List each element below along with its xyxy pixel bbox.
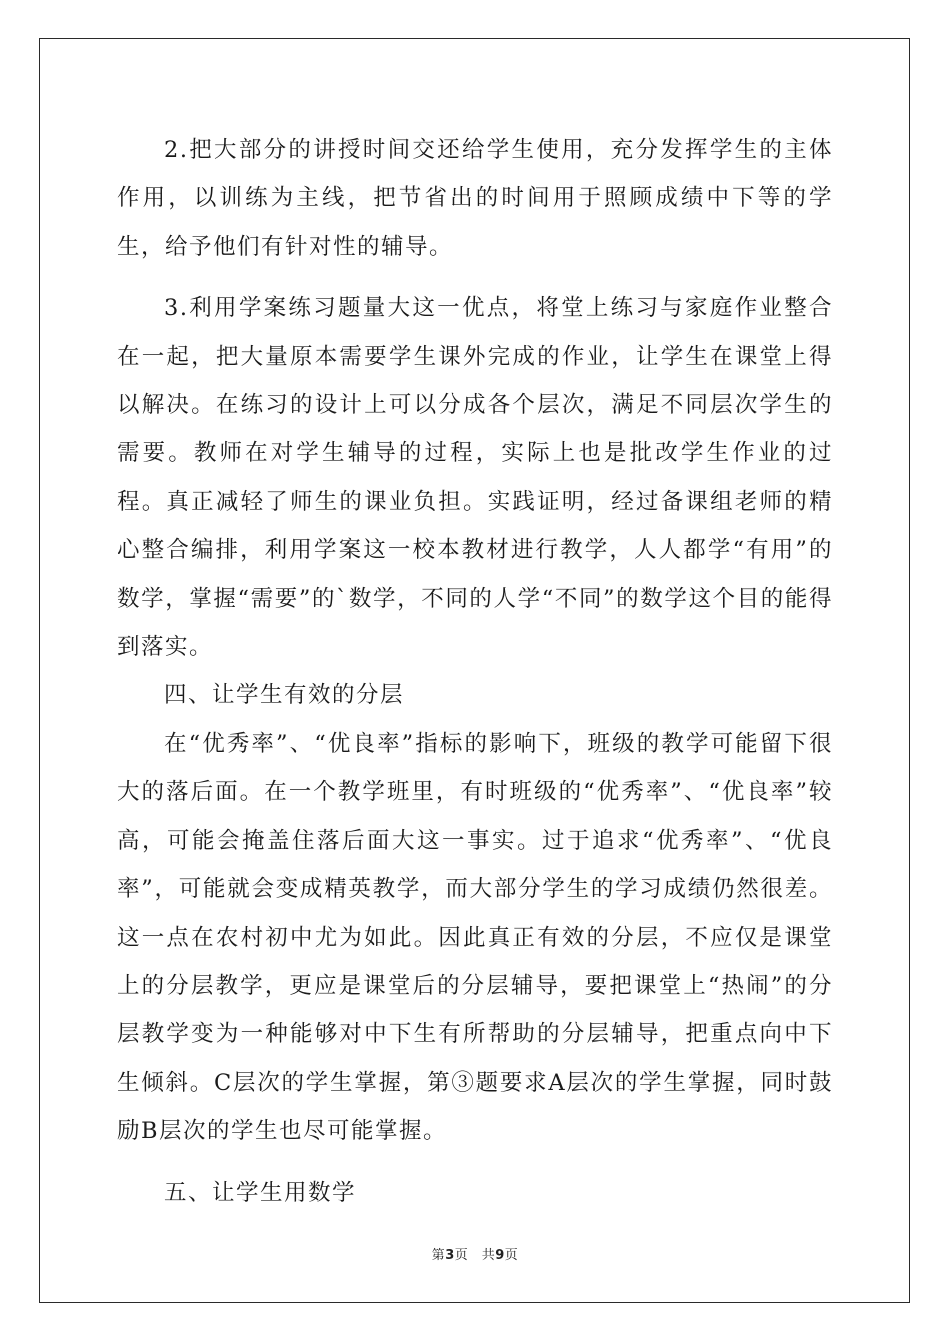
document-body [117, 126, 833, 1217]
footer-middle: 页 共 [454, 1248, 496, 1263]
paragraph-point-3: 3.利用学案练习题量大这一优点，将堂上练习与家庭作业整合在一起，把大量原本需要学生课外完成的作业，让学生在课堂上得以解决。在练习的设计上可以分成各个层次，满足不同层次学生的需要。教师在对学生辅导的过程，实际上也是批改学生作业的过程。真正减轻了师生的课业负担。实践证明，经过备课组老师的精心整合编排，利用学案这一校本教材进行教学，人人都学“有用”的数学，掌握“需要”的`数学，不同的人学“不同”的数学这个目的能得到落实。 [117, 295, 833, 661]
footer-current-page: 3 [445, 1248, 455, 1263]
paragraph-point-2: 2.把大部分的讲授时间交还给学生使用，充分发挥学生的主体作用，以训练为主线，把节省出的时间用于照顾成绩中下等的学生，给予他们有针对性的辅导。 [117, 137, 833, 260]
footer-prefix: 第 [431, 1248, 446, 1263]
paragraph-layering: 在“优秀率”、“优良率”指标的影响下，班级的教学可能留下很大的落后面。在一个教学班里，有时班级的“优秀率”、“优良率”较高，可能会掩盖住落后面大这一事实。过于追求“优秀率”、“优良率”，可能就会变成精英教学，而大部分学生的学习成绩仍然很差。这一点在农村初中尤为如此。因此真正有效的分层，不应仅是课堂上的分层教学，更应是课堂后的分层辅导，要把课堂上“热闹”的分层教学变为一种能够对中下生有所帮助的分层辅导，把重点向中下生倾斜。C层次的学生掌握，第③题要求A层次的学生掌握，同时鼓励B层次的学生也尽可能掌握。 [117, 730, 833, 1145]
section-heading-4: 四、让学生有效的分层 [164, 682, 405, 709]
page-footer [0, 1247, 950, 1265]
footer-total-pages: 9 [495, 1248, 505, 1263]
section-heading-5: 五、让学生用数学 [164, 1179, 357, 1206]
footer-suffix: 页 [504, 1248, 519, 1263]
